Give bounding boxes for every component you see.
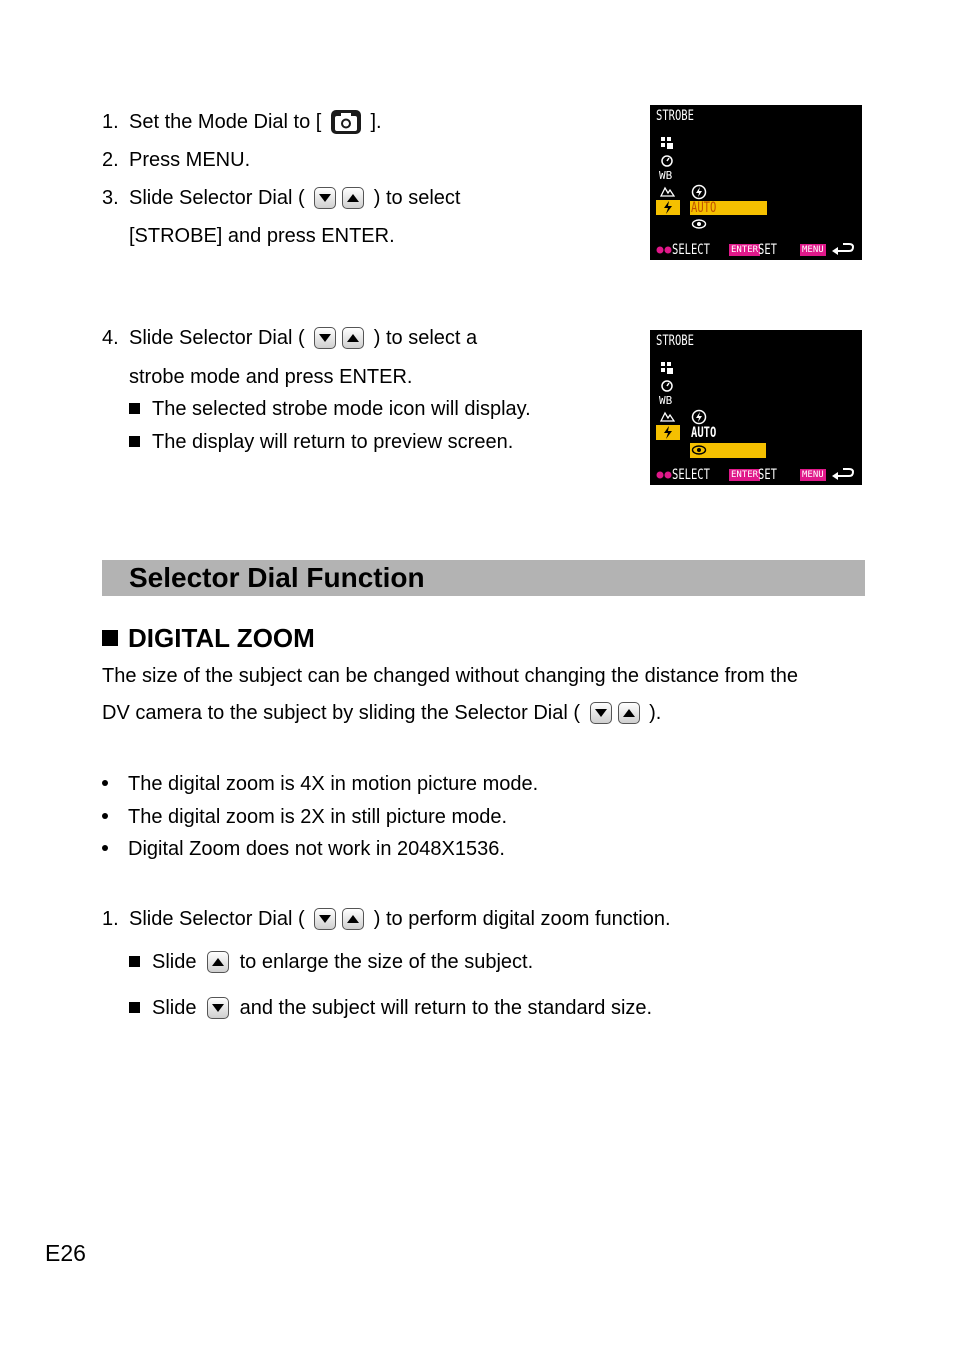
- step-3-continued: [STROBE] and press ENTER.: [129, 225, 395, 247]
- selector-dial-icons: [314, 907, 364, 931]
- lcd-quality-icon: [660, 361, 674, 375]
- lcd-return-icon: [831, 467, 855, 481]
- lcd-return-icon: [831, 242, 855, 256]
- zoom-description-line-1: The size of the subject can be changed without changing the distance from the: [102, 665, 798, 687]
- zoom-slide-down-line: [129, 996, 652, 1020]
- dial-up-icon: [342, 187, 364, 209]
- step-3-number: 3.: [102, 187, 119, 209]
- step-1-pre: Set the Mode Dial to [: [129, 111, 322, 133]
- lcd-flash-icon: [662, 201, 674, 214]
- step-1-post: ].: [370, 111, 382, 133]
- selector-dial-icons: [314, 326, 364, 350]
- square-bullet-icon: [129, 1002, 140, 1013]
- zoom-slide-up-line: [129, 950, 533, 974]
- zoom-step-text: [129, 907, 671, 931]
- zoom-description-pre: DV camera to the subject by sliding the Selector Dial (: [102, 702, 580, 724]
- step-3-text: [129, 186, 460, 210]
- lcd-timer-icon: [660, 153, 674, 167]
- lcd-screen-strobe-menu: [650, 105, 862, 260]
- lcd-no-flash-icon: [691, 409, 707, 425]
- lcd-menu-tag: MENU: [802, 470, 824, 480]
- step-1-number: 1.: [102, 111, 119, 133]
- lcd-select-dial-icon: [656, 469, 672, 481]
- zoom-note-3: [102, 837, 505, 861]
- step-3-post: ) to select: [373, 187, 461, 209]
- dial-down-icon: [314, 908, 336, 930]
- step-4-bullet-2: [129, 430, 513, 454]
- bullet-dot-icon: [102, 813, 108, 819]
- lcd-select-dial-icon: [656, 244, 672, 256]
- dial-up-icon: [342, 908, 364, 930]
- lcd-set-label: SET: [758, 467, 777, 483]
- step-4-text: [129, 326, 477, 350]
- step-4-continued: strobe mode and press ENTER.: [129, 366, 413, 388]
- bullet-2-text: The display will return to preview screen.: [152, 431, 514, 453]
- lcd-no-flash-icon: [691, 184, 707, 200]
- lcd-screen-strobe-auto: [650, 330, 862, 485]
- lcd-enter-tag: ENTER: [731, 470, 759, 480]
- dial-up-icon: [207, 951, 229, 973]
- lcd-timer-icon: [660, 378, 674, 392]
- square-bullet-icon: [129, 436, 140, 447]
- dial-up-icon: [618, 702, 640, 724]
- square-bullet-icon: [102, 630, 118, 646]
- step-4-pre: Slide Selector Dial (: [129, 327, 305, 349]
- section-header-bar: [102, 560, 865, 596]
- lcd-menu-tag: MENU: [802, 245, 824, 255]
- lcd-flash-icon: [662, 426, 674, 439]
- section-title: Selector Dial Function: [129, 562, 425, 593]
- slide-word: Slide: [152, 997, 197, 1019]
- lcd-red-eye-icon: [691, 218, 707, 230]
- bullet-dot-icon: [102, 845, 108, 851]
- digital-zoom-heading-text: DIGITAL ZOOM: [128, 623, 315, 653]
- selector-dial-icons: [314, 186, 364, 210]
- step-4-post: ) to select a: [373, 327, 478, 349]
- step-3-pre: Slide Selector Dial (: [129, 187, 305, 209]
- page-number: E26: [45, 1240, 86, 1266]
- square-bullet-icon: [129, 956, 140, 967]
- dial-down-icon: [314, 327, 336, 349]
- zoom-description-line-2: [102, 701, 661, 725]
- lcd-enter-tag: ENTER: [731, 245, 759, 255]
- slide-up-text: to enlarge the size of the subject.: [239, 951, 534, 973]
- square-bullet-icon: [129, 403, 140, 414]
- step-2-number: 2.: [102, 149, 119, 171]
- zoom-note-1-text: The digital zoom is 4X in motion picture mode.: [128, 773, 539, 795]
- dial-down-icon: [314, 187, 336, 209]
- lcd-set-label: SET: [758, 242, 777, 258]
- step-1-text: [129, 110, 382, 134]
- lcd-select-label: SELECT: [672, 467, 710, 483]
- zoom-step-pre: Slide Selector Dial (: [129, 908, 305, 930]
- bullet-1-text: The selected strobe mode icon will display.: [152, 398, 531, 420]
- zoom-note-2-text: The digital zoom is 2X in still picture mode.: [128, 806, 508, 828]
- lcd-quality-icon: [660, 136, 674, 150]
- bullet-dot-icon: [102, 780, 108, 786]
- lcd-wb-label: WB: [659, 394, 673, 407]
- zoom-note-2: [102, 805, 507, 829]
- digital-zoom-heading: [102, 623, 315, 653]
- step-2-text: Press MENU.: [129, 149, 251, 171]
- camera-mode-icon: [331, 110, 361, 134]
- selector-dial-icons: [590, 701, 640, 725]
- dial-up-icon: [342, 327, 364, 349]
- step-4-number: 4.: [102, 327, 119, 349]
- zoom-description-post: ).: [649, 702, 662, 724]
- step-4-bullet-1: [129, 397, 531, 421]
- lcd-red-eye-icon: [691, 444, 707, 456]
- zoom-note-3-text: Digital Zoom does not work in 2048X1536.: [128, 838, 505, 860]
- slide-word: Slide: [152, 951, 197, 973]
- slide-down-text: and the subject will return to the standard size.: [239, 997, 653, 1019]
- lcd-auto-status: AUTO: [691, 425, 717, 441]
- lcd-auto-option: AUTO: [691, 200, 717, 216]
- lcd-wb-label: WB: [659, 169, 673, 182]
- zoom-step-number: 1.: [102, 908, 119, 930]
- zoom-step-post: ) to perform digital zoom function.: [373, 908, 671, 930]
- dial-down-icon: [207, 997, 229, 1019]
- lcd-title: STROBE: [656, 108, 694, 124]
- lcd-select-label: SELECT: [672, 242, 710, 258]
- lcd-title: STROBE: [656, 333, 694, 349]
- lcd-scene-icon: [659, 409, 675, 423]
- lcd-scene-icon: [659, 184, 675, 198]
- zoom-note-1: [102, 772, 538, 796]
- dial-down-icon: [590, 702, 612, 724]
